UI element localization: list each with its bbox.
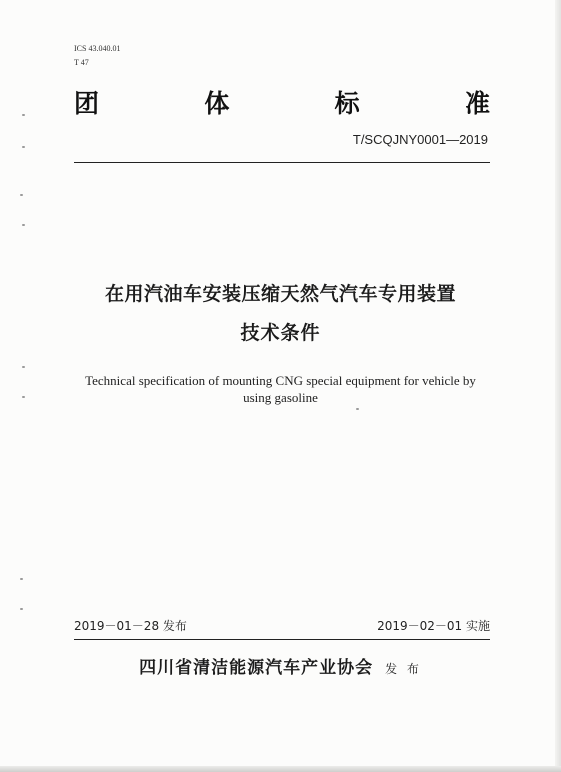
classification-code: T 47 (74, 58, 89, 67)
scan-edge-bottom (0, 766, 561, 772)
footer-divider (74, 639, 490, 640)
scan-speck (356, 408, 359, 410)
publisher-name: 四川省清洁能源汽车产业协会 (139, 658, 374, 678)
chinese-title-line-1: 在用汽油车安装压缩天然气汽车专用装置 (104, 283, 456, 305)
header-divider (74, 162, 490, 163)
scan-speck (22, 146, 25, 148)
effective-date: 2019－02－01 实施 (377, 619, 490, 633)
standard-number: T/SCQJNY0001—2019 (352, 132, 488, 147)
publish-label: 发 布 (385, 662, 422, 676)
publisher-row (0, 653, 561, 678)
english-title: Technical specification of mounting CNG special equipment for vehicle by using gasoline (85, 373, 476, 405)
standard-type-char: 团 (74, 89, 100, 118)
standard-type-char: 标 (334, 89, 360, 118)
issue-date: 2019－01－28 发布 (74, 619, 187, 633)
chinese-title-line-2: 技术条件 (240, 322, 321, 344)
standard-type-heading (74, 84, 490, 120)
scan-speck (22, 396, 25, 398)
scan-speck (20, 578, 23, 580)
scan-speck (22, 114, 25, 116)
ics-code: ICS 43.040.01 (74, 44, 121, 53)
scan-speck (20, 194, 23, 196)
scan-speck (20, 608, 23, 610)
scan-speck (22, 224, 25, 226)
scan-speck (22, 366, 25, 368)
standard-type-char: 体 (204, 89, 230, 118)
standard-type-char: 准 (464, 89, 490, 118)
